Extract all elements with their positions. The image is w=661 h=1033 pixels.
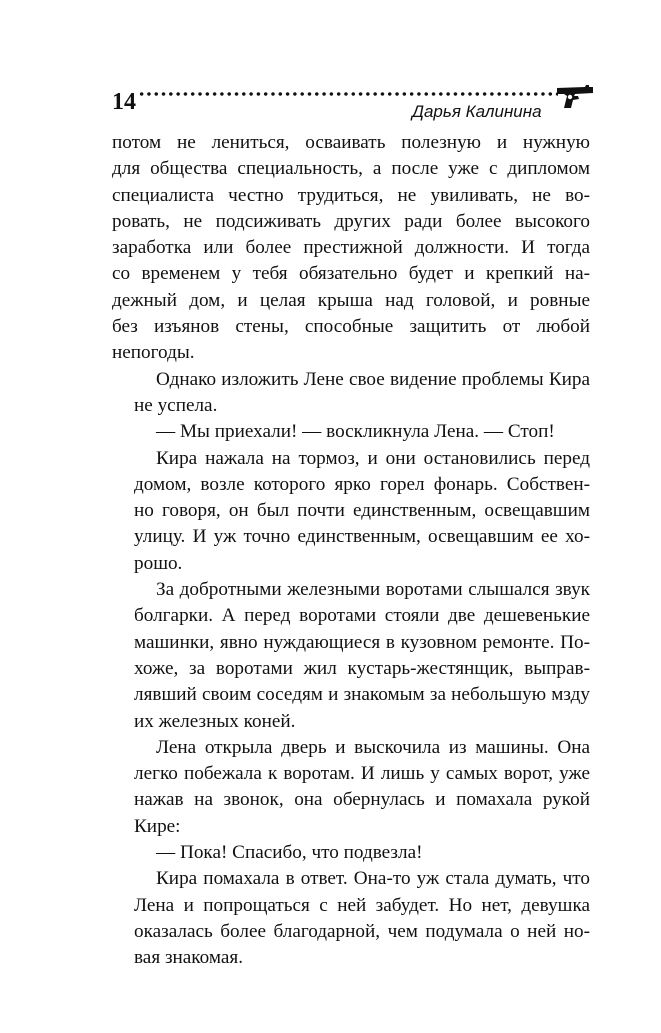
text-line: оказалась более благодарной, чем подумала о ней но- — [134, 920, 590, 942]
text-line: Лена и попрощаться с ней забудет. Но нет, девушка — [134, 894, 590, 916]
text-line: домом, возле которого ярко горел фонарь. Собствен- — [134, 473, 590, 495]
text-line: хоже, за воротами жил кустарь-жестянщик, выправ- — [134, 657, 590, 679]
paragraph — [112, 840, 590, 866]
text-line: вая знакомая. — [134, 947, 244, 969]
paragraph — [112, 577, 590, 735]
running-head — [112, 80, 592, 120]
author-name: Дарья Калинина — [412, 102, 542, 121]
text-line: болгарки. А перед воротами стояли две дешевенькие — [134, 605, 590, 627]
text-line: — Мы приехали! — воскликнула Лена. — Стоп! — [156, 421, 555, 443]
text-line: Кире: — [134, 815, 181, 837]
text-line: улицу. И уж точно единственным, освещавшим ее хо- — [134, 526, 590, 548]
text-line: без изъянов стены, способные защитить от любой — [112, 316, 590, 338]
text-line: Кира нажала на тормоз, и они остановились перед — [156, 447, 590, 469]
body-text — [112, 130, 590, 972]
text-line: но говоря, он был почти единственным, освещавшим — [134, 500, 590, 522]
paragraph — [112, 866, 590, 971]
text-line: дежный дом, и целая крыша над головой, и ровные — [112, 289, 590, 311]
text-line: непогоды. — [112, 342, 195, 364]
text-line: ровать, не подсиживать других ради более высокого — [112, 210, 590, 232]
text-line: специалиста честно трудиться, не увиливать, не во- — [112, 184, 590, 206]
text-line: Кира помахала в ответ. Она-то уж стала думать, что — [156, 868, 590, 890]
dotted-rule — [138, 90, 558, 98]
paragraph — [112, 130, 590, 367]
text-line: Лена открыла дверь и выскочила из машины. Она — [156, 736, 590, 758]
text-line: лявший своим соседям и знакомым за небольшую мзду — [134, 684, 590, 706]
paragraph — [112, 735, 590, 840]
text-line: заработка или более престижной должности. И тогда — [112, 237, 590, 259]
text-line: легко побежала к воротам. И лишь у самых ворот, уже — [134, 763, 590, 785]
paragraph — [112, 419, 590, 445]
text-line: — Пока! Спасибо, что подвезла! — [156, 842, 423, 864]
paragraph — [112, 446, 590, 577]
page-number: 14 — [112, 89, 136, 115]
text-line: со временем у тебя обязательно будет и крепкий на- — [112, 263, 590, 285]
text-line: машинки, явно нуждающиеся в кузовном ремонте. По- — [134, 631, 590, 653]
text-line: рошо. — [134, 552, 183, 574]
text-line: для общества специальность, а после уже с дипломом — [112, 158, 590, 180]
text-line: не успела. — [134, 394, 218, 416]
text-line: За добротными железными воротами слышался звук — [156, 579, 590, 601]
text-line: их железных коней. — [134, 710, 296, 732]
pistol-icon — [555, 82, 595, 110]
paragraph — [112, 367, 590, 420]
text-line: потом не лениться, осваивать полезную и нужную — [112, 132, 590, 153]
text-line: Однако изложить Лене свое видение проблемы Кира — [156, 368, 590, 390]
text-line: нажав на звонок, она обернулась и помахала рукой — [134, 789, 590, 811]
